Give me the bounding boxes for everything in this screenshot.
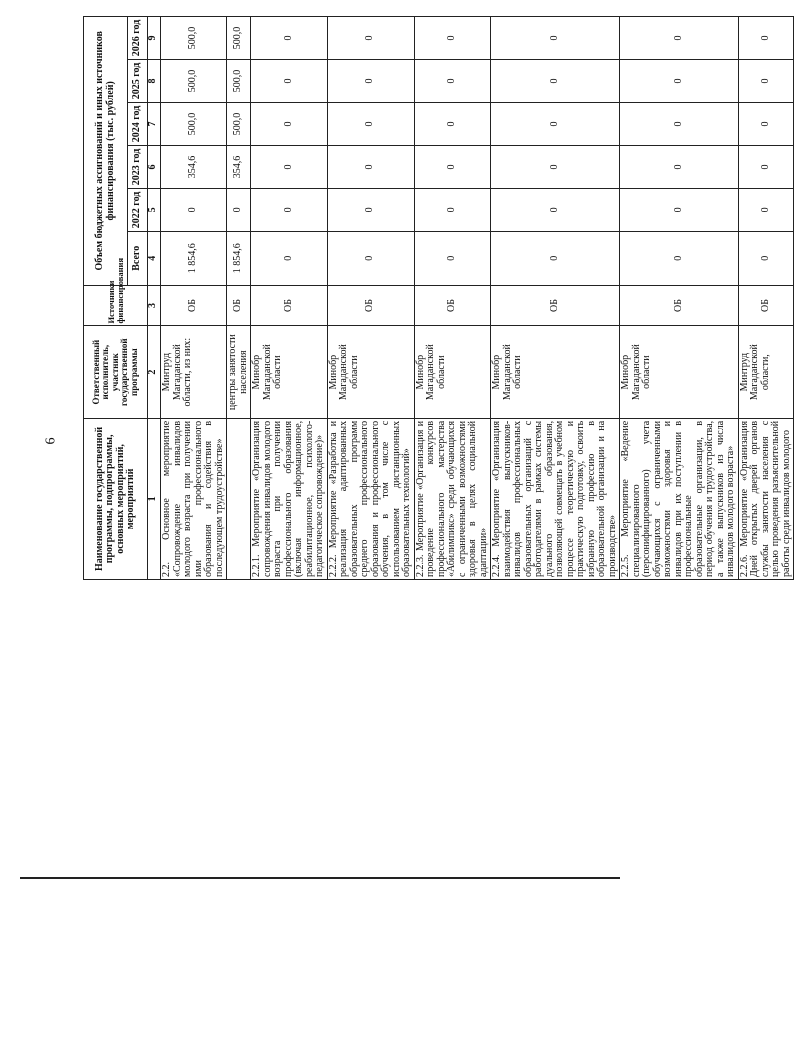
budget-table	[83, 16, 794, 580]
header-total: Всего	[128, 231, 148, 285]
column-index: 5	[148, 188, 161, 231]
value-cell: 500,0	[161, 103, 227, 146]
value-cell: 0	[491, 231, 620, 285]
column-index: 1	[148, 418, 161, 579]
header-year: 2024 год	[128, 103, 148, 146]
value-cell: 0	[161, 188, 227, 231]
value-cell: 0	[491, 17, 620, 60]
activity-name-cell: 2.2.3. Мероприятие «Организация и проведение конкурсов профессионального мастерства «Абилимпикс» среди обучающихся с ограниченными возможностями здоровья в целях социальной адаптации»	[414, 418, 491, 579]
value-cell: 500,0	[227, 17, 251, 60]
executor-cell: Минтруд Магаданской области,	[738, 326, 794, 418]
activity-name-cell: 2.2.5. Мероприятие «Ведение специализированного (персонифицированного) учета обучающихся с ограниченными возможностями здоровья и инвалидов при их поступлении в профессиональные образовательные организации, в период обучения и трудоустройства, а также выпускников из числа инвалидов молодого возраста»	[620, 418, 739, 579]
executor-cell: Минтруд Магаданской области, из них:	[161, 326, 227, 418]
value-cell: 0	[620, 231, 739, 285]
value-cell: 0	[620, 188, 739, 231]
value-cell: 0	[414, 17, 491, 60]
value-cell: 0	[251, 231, 328, 285]
executor-cell: Минобр Магаданской области	[251, 326, 328, 418]
value-cell: 0	[738, 103, 794, 146]
source-cell: ОБ	[251, 285, 328, 326]
value-cell: 0	[491, 60, 620, 103]
value-cell: 0	[738, 231, 794, 285]
activity-name-cell: 2.2.2. Мероприятие «Разработка и реализация адаптированных образовательных программ среднего профессионального образования и профессионального обучения, в том числе с использованием дистанционных образовательных технологий»	[327, 418, 414, 579]
value-cell: 0	[491, 145, 620, 188]
source-cell: ОБ	[738, 285, 794, 326]
activity-name-cell: 2.2.4. Мероприятие «Организация взаимодействия выпускников-инвалидов профессиональных образовательных организаций с работодателями в рамках системы дуального образования, позволяющей совмещать в учебном процессе теоретическую и практическую подготовку, освоить избранную профессию в образовательной организации и на производстве»	[491, 418, 620, 579]
header-executor: Ответственный исполнитель, участник государственной программы	[84, 326, 148, 418]
value-cell: 0	[251, 188, 328, 231]
header-year: 2023 год	[128, 145, 148, 188]
executor-cell: центры занятости населения	[227, 326, 251, 418]
rotated-table-container	[83, 16, 792, 580]
value-cell: 354,6	[161, 145, 227, 188]
activity-name-cell: 2.2.1. Мероприятие «Организация сопровождения инвалидов молодого возраста при получении профессионального образования (включая информационное, реабилитационное, психолого-педагогическое сопровождение)»	[251, 418, 328, 579]
source-cell: ОБ	[620, 285, 739, 326]
value-cell: 0	[414, 103, 491, 146]
value-cell: 0	[327, 103, 414, 146]
value-cell: 354,6	[227, 145, 251, 188]
source-cell: ОБ	[227, 285, 251, 326]
column-index: 2	[148, 326, 161, 418]
source-cell: ОБ	[161, 285, 227, 326]
value-cell: 0	[738, 60, 794, 103]
executor-cell: Минобр Магаданской области	[327, 326, 414, 418]
value-cell: 0	[251, 60, 328, 103]
source-cell: ОБ	[414, 285, 491, 326]
value-cell: 500,0	[227, 103, 251, 146]
value-cell: 0	[251, 17, 328, 60]
table-row	[251, 17, 328, 580]
value-cell: 0	[738, 145, 794, 188]
header-year: 2025 год	[128, 60, 148, 103]
page-number: 6	[43, 437, 59, 445]
table-row	[491, 17, 620, 580]
value-cell: 0	[620, 103, 739, 146]
value-cell: 0	[620, 17, 739, 60]
header-year: 2026 год	[128, 17, 148, 60]
column-index: 6	[148, 145, 161, 188]
column-index: 8	[148, 60, 161, 103]
column-index: 3	[148, 285, 161, 326]
header-volume: Объем бюджетных ассигнований и иных источников финансирования (тыс. рублей)	[84, 17, 128, 286]
table-row	[161, 17, 227, 580]
executor-cell: Минобр Магаданской области	[414, 326, 491, 418]
column-index: 9	[148, 17, 161, 60]
value-cell: 0	[491, 103, 620, 146]
source-cell: ОБ	[327, 285, 414, 326]
value-cell: 500,0	[161, 17, 227, 60]
activity-name-cell	[227, 418, 251, 579]
value-cell: 0	[414, 231, 491, 285]
value-cell: 0	[738, 188, 794, 231]
column-index: 7	[148, 103, 161, 146]
value-cell: 0	[620, 60, 739, 103]
executor-cell: Минобр Магаданской области	[491, 326, 620, 418]
executor-cell: Минобр Магаданской области	[620, 326, 739, 418]
table-row	[620, 17, 739, 580]
table-row	[738, 17, 794, 580]
value-cell: 1 854,6	[227, 231, 251, 285]
value-cell: 0	[491, 188, 620, 231]
value-cell: 0	[414, 188, 491, 231]
activity-name-cell: 2.2.6. Мероприятие «Организация Дней открытых дверей органов службы занятости населения с целью проведения разъяснительной работы среди инвалидов молодого	[738, 418, 794, 579]
value-cell: 0	[327, 231, 414, 285]
value-cell: 0	[327, 145, 414, 188]
value-cell: 500,0	[161, 60, 227, 103]
value-cell: 0	[327, 17, 414, 60]
header-year: 2022 год	[128, 188, 148, 231]
value-cell: 0	[327, 60, 414, 103]
value-cell: 500,0	[227, 60, 251, 103]
source-cell: ОБ	[491, 285, 620, 326]
table-row	[327, 17, 414, 580]
activity-name-cell: 2.2. Основное мероприятие «Сопровождение инвалидов молодого возраста при получении ими профессионального образования и содействия в последующем трудоустройстве»	[161, 418, 227, 579]
value-cell: 0	[327, 188, 414, 231]
value-cell: 0	[227, 188, 251, 231]
page-rule	[20, 877, 620, 879]
value-cell: 0	[414, 145, 491, 188]
value-cell: 0	[738, 17, 794, 60]
header-name: Наименование государственной программы, подпрограммы, основных мероприятий, мероприятий	[84, 418, 148, 579]
column-index: 4	[148, 231, 161, 285]
table-row	[414, 17, 491, 580]
header-source: Источники финансирования	[84, 285, 148, 326]
table-row	[227, 17, 251, 580]
value-cell: 0	[251, 103, 328, 146]
value-cell: 0	[251, 145, 328, 188]
value-cell: 0	[414, 60, 491, 103]
value-cell: 0	[620, 145, 739, 188]
value-cell: 1 854,6	[161, 231, 227, 285]
